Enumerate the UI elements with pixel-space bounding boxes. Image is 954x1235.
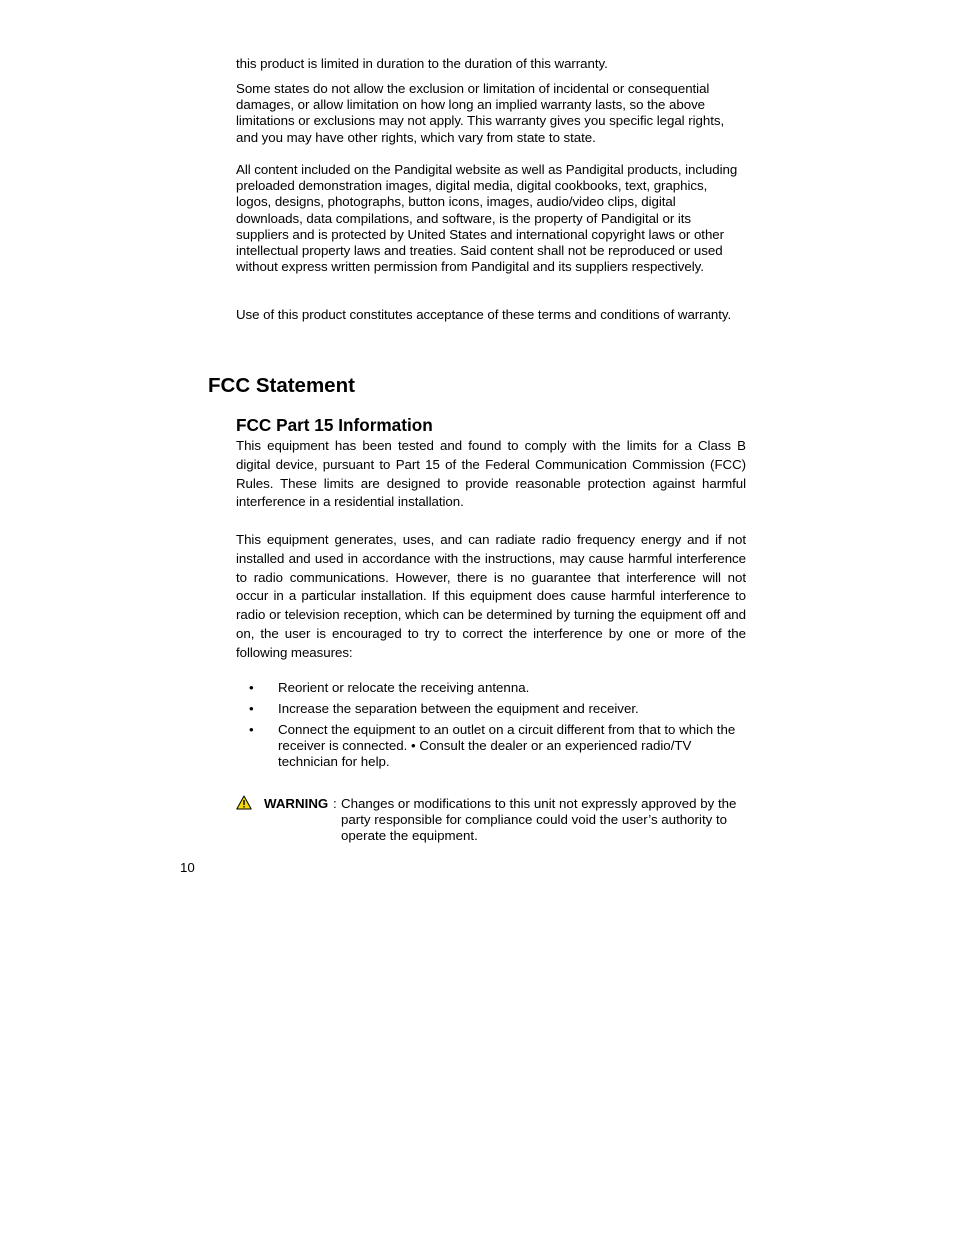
list-item	[236, 722, 746, 771]
warranty-acceptance-paragraph: Use of this product constitutes acceptance of these terms and conditions of warranty.	[236, 307, 732, 322]
warranty-states-paragraph: Some states do not allow the exclusion or limitation of incidental or consequential damages, or allow limitation on how long an implied warranty lasts, so the above limitations or exclusions may not apply. This warranty gives you specific legal rights, and you may have other rights, which vary from state to state.	[236, 81, 725, 145]
measures-list	[236, 680, 746, 775]
warning-label: WARNING	[264, 796, 329, 811]
list-item-text: Reorient or relocate the receiving antenna.	[278, 680, 530, 695]
warning-text: Changes or modifications to this unit not expressly approved by the party responsible for compliance could void the user’s authority to operate the equipment.	[341, 796, 737, 844]
section-subtitle: FCC Part 15 Information	[236, 415, 433, 435]
section-title: FCC Statement	[208, 374, 355, 397]
page-number: 10	[180, 860, 195, 875]
list-item-text: Connect the equipment to an outlet on a circuit different from that to which the receiver is connected. • Consult the dealer or an experienced radio/TV technician for help.	[278, 722, 736, 770]
warranty-content-paragraph: All content included on the Pandigital website as well as Pandigital products, including preloaded demonstration images, digital media, digital cookbooks, text, graphics, logos, designs, photographs, button icons, images, audio/video clips, digital downloads, data compilations, and software, is the property of Pandigital or its suppliers and is protected by United States and international copyright laws or other intellectual property laws and treaties. Said content shall not be reproduced or used without express written permission from Pandigital and its suppliers respectively.	[236, 162, 738, 275]
list-item	[236, 701, 746, 717]
warning-triangle-icon	[236, 795, 252, 810]
bullet-glyph: •	[249, 680, 254, 695]
bullet-glyph: •	[249, 722, 254, 737]
list-item	[236, 680, 746, 696]
bullet-glyph: •	[249, 701, 254, 716]
warning-colon: :	[333, 796, 337, 811]
fcc-paragraph-2: This equipment generates, uses, and can radiate radio frequency energy and if not installed and used in accordance with the instructions, may cause harmful interference to radio communications. However, there is no guarantee that interference will not occur in a particular installation. If this equipment does cause harmful interference to radio or television reception, which can be determined by turning the equipment off and on, the user is encouraged to try to correct the interference by one or more of the following measures:	[236, 532, 746, 660]
fcc-paragraph-1: This equipment has been tested and found to comply with the limits for a Class B digital device, pursuant to Part 15 of the Federal Communication Commission (FCC) Rules. These limits are designed to provide reasonable protection against harmful interference in a residential installation.	[236, 438, 746, 510]
list-item-text: Increase the separation between the equipment and receiver.	[278, 701, 639, 716]
warranty-continuation: this product is limited in duration to the duration of this warranty.	[236, 56, 608, 71]
